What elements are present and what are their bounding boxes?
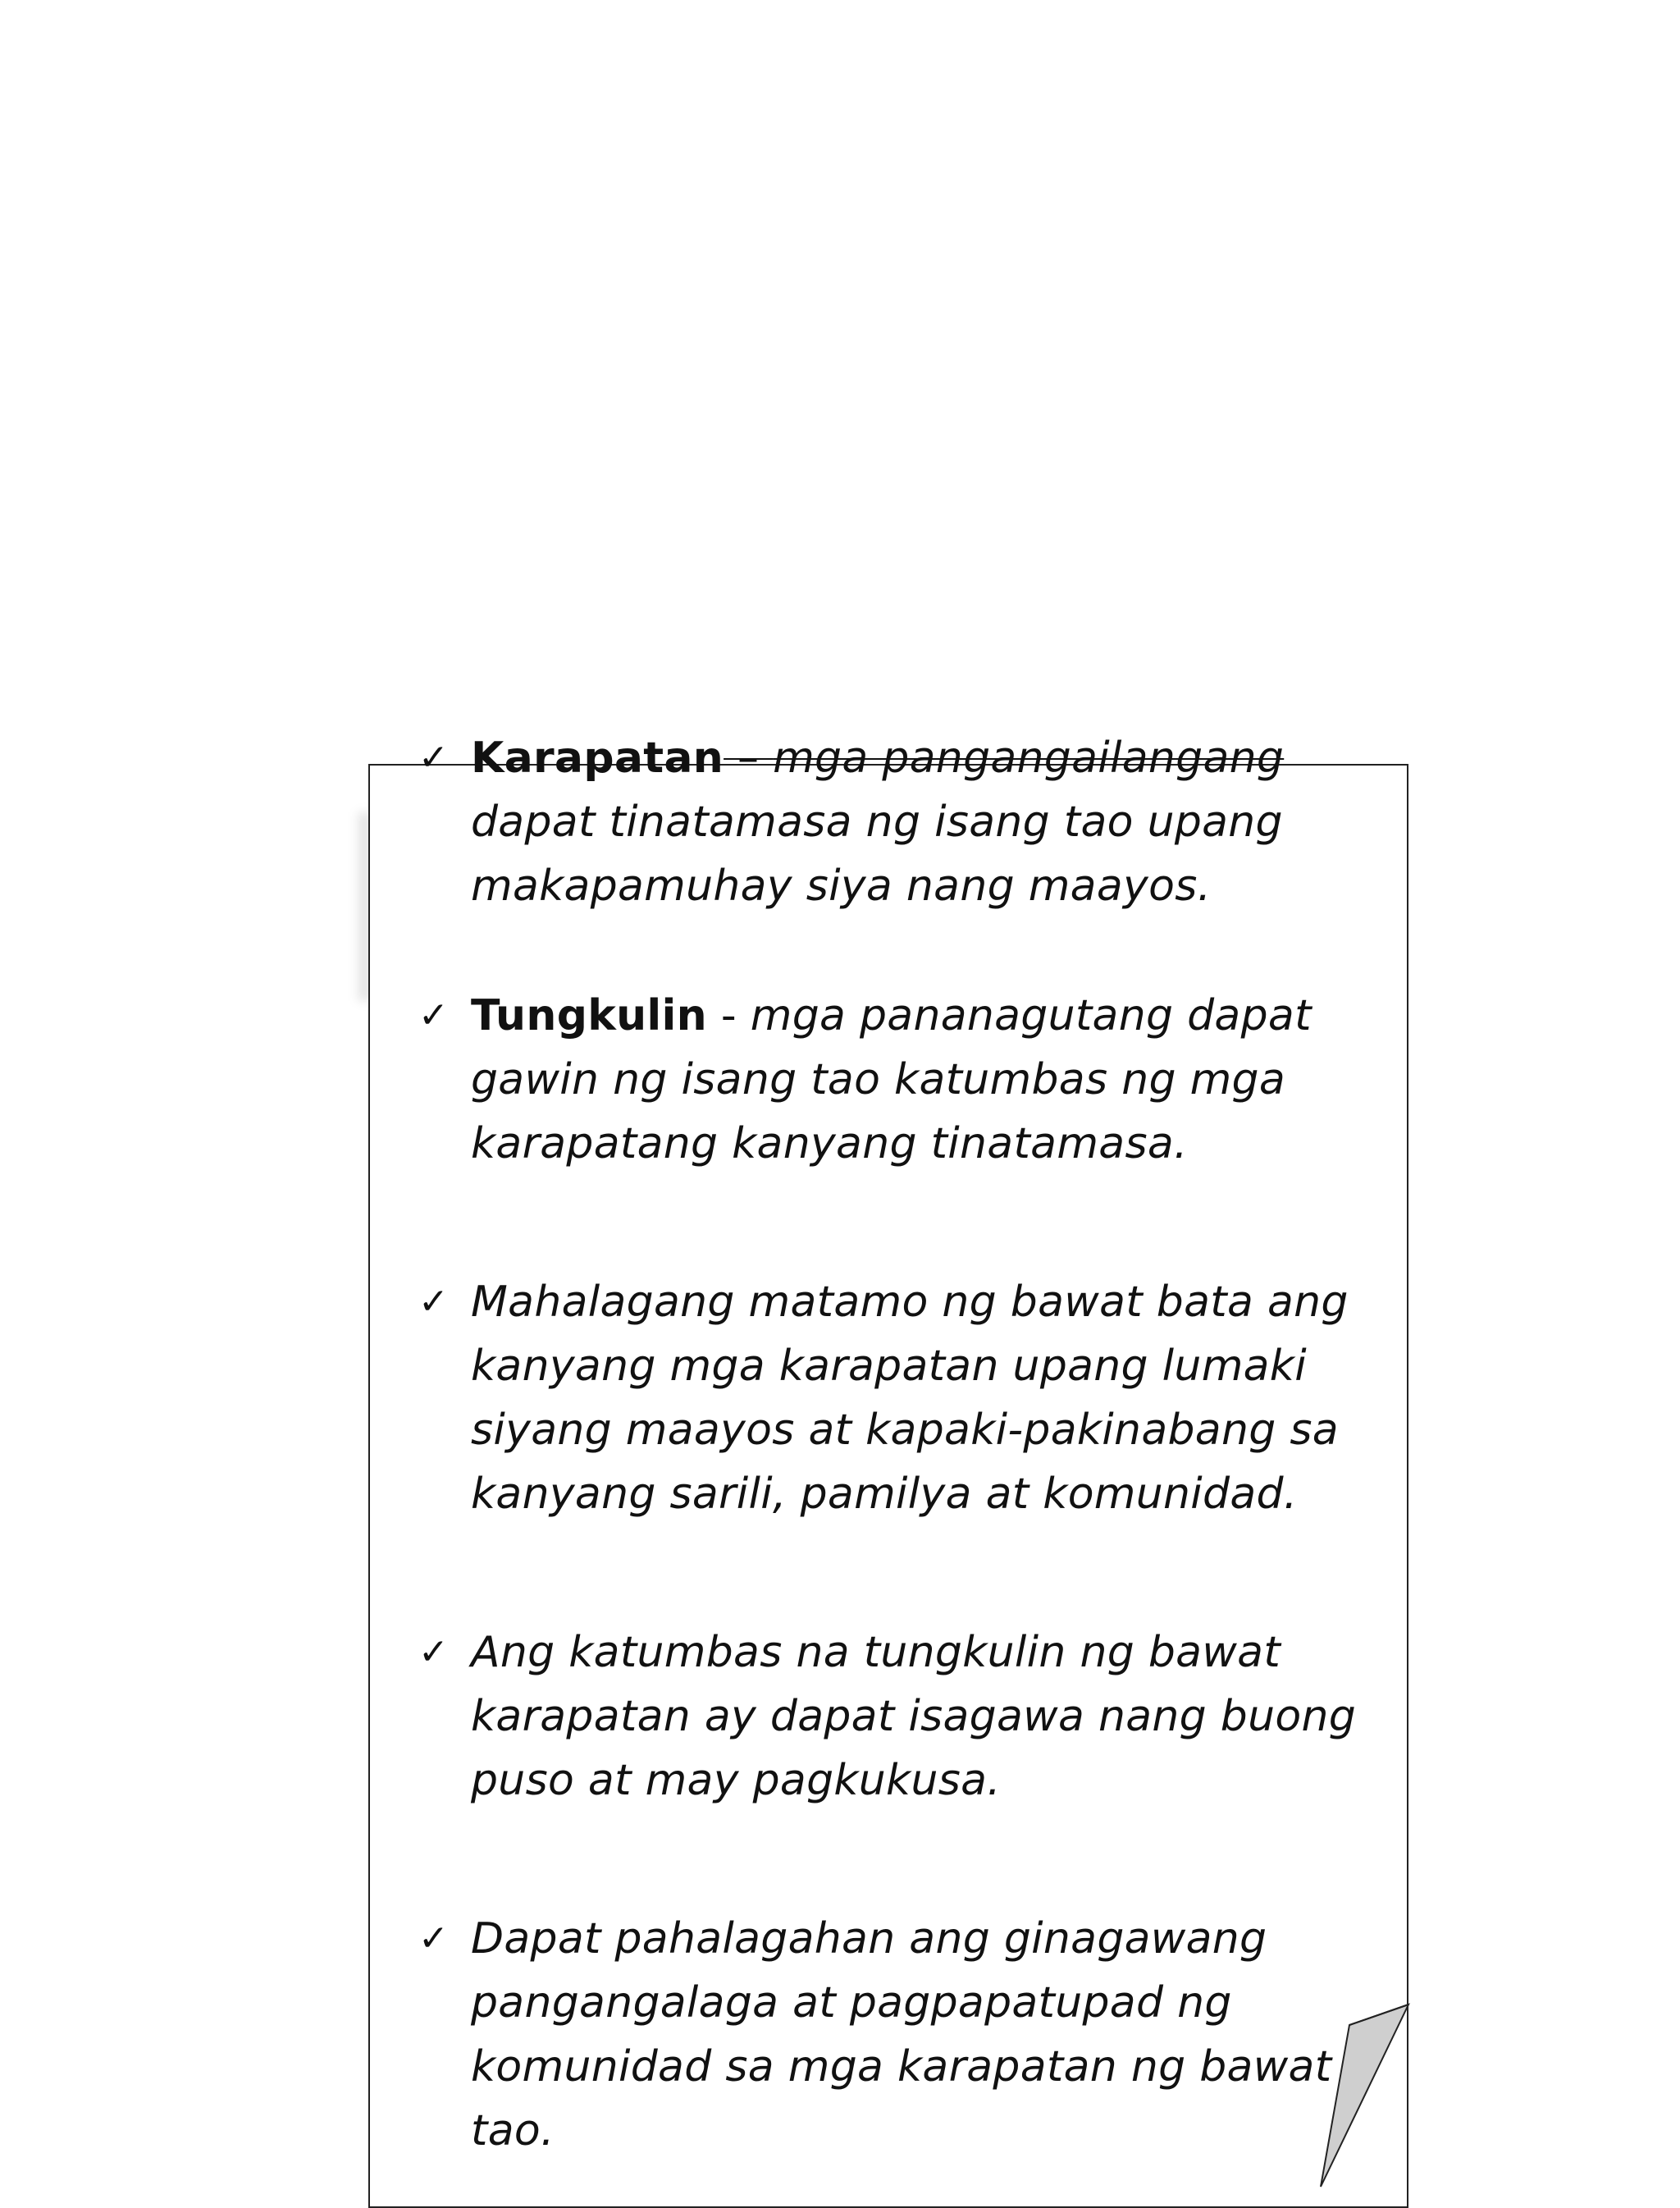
term-separator: – xyxy=(724,734,774,783)
list-item-karapatan xyxy=(418,726,1403,918)
summary-list xyxy=(418,726,1403,2163)
term-karapatan: Karapatan xyxy=(471,734,724,783)
note-text: Mahalagang matamo ng bawat bata ang kanyang mga karapatan upang lumaki siyang maayos at kapaki-pakinabang sa kanyang sarili, pamilya at komunidad. xyxy=(471,1278,1349,1519)
definition-tungkulin: mga pananagutang dapat gawin ng isang tao katumbas ng mga karapatang kanyang tinatamasa. xyxy=(471,991,1312,1168)
term-separator: - xyxy=(707,991,751,1040)
frame-shadow xyxy=(354,812,369,1001)
definition-first-line: mga pangangailangang xyxy=(773,734,1285,783)
checkmark-icon: ✓ xyxy=(418,994,450,1036)
list-item-note xyxy=(418,1621,1403,1813)
list-item-note xyxy=(418,1907,1403,2163)
checkmark-icon: ✓ xyxy=(418,737,450,779)
checkmark-icon: ✓ xyxy=(418,1281,450,1323)
list-item-note xyxy=(418,1270,1403,1526)
checkmark-icon: ✓ xyxy=(418,1631,450,1673)
term-tungkulin: Tungkulin xyxy=(471,991,707,1040)
checkmark-icon: ✓ xyxy=(418,1918,450,1959)
list-item-tungkulin xyxy=(418,984,1403,1176)
note-text: Ang katumbas na tungkulin ng bawat karapatan ay dapat isagawa nang buong puso at may pagkukusa. xyxy=(471,1628,1357,1805)
definition-karapatan: dapat tinatamasa ng isang tao upang makapamuhay siya nang maayos. xyxy=(471,798,1283,911)
note-text: Dapat pahalagahan ang ginagawang pangangalaga at pagpapatupad ng komunidad sa mga karapatan ng bawat tao. xyxy=(471,1914,1332,2155)
page-curl-icon xyxy=(1267,2002,1431,2190)
